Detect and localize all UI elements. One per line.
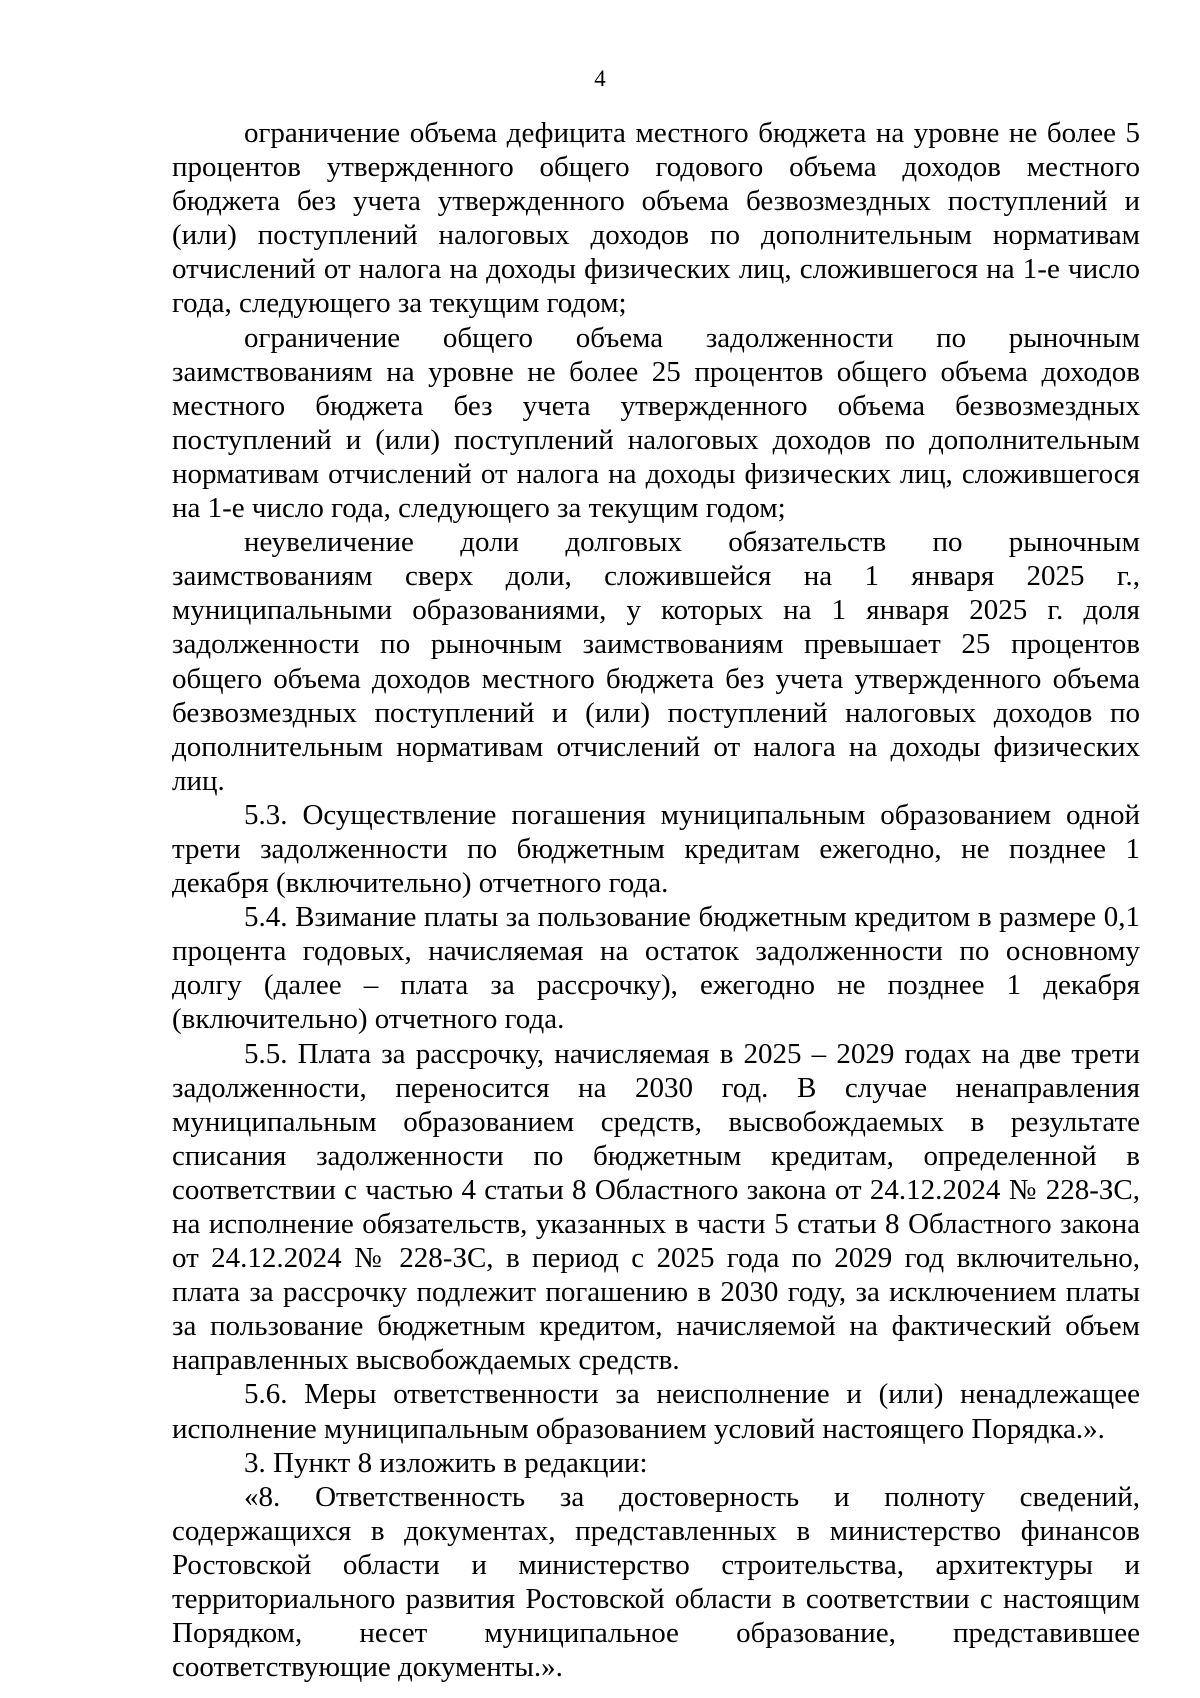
paragraph-market-debt-limit: ограничение общего объема задолженности по рыночным заимствованиям на уровне не более 25 процентов общего объема доходов местного бюджета без учета утвержденного объема безвозмездных поступлений и (или) поступлений налоговых доходов по дополнительным нормативам отчислений от налога на доходы физических лиц, сложившегося на 1-е число года, следующего за текущим годом; [172,321,1140,525]
paragraph-5-4: 5.4. Взимание платы за пользование бюджетным кредитом в размере 0,1 процента годовых, начисляемая на остаток задолженности по основному долгу (далее – плата за рассрочку), ежегодно не позднее 1 декабря (включительно) отчетного года. [172,901,1140,1036]
paragraph-debt-share: неувеличение доли долговых обязательств по рыночным заимствованиям сверх доли, сложившейся на 1 января 2025 г., муниципальными образованиями, у которых на 1 января 2025 г. доля задолженности по рыночным заимствованиям превышает 25 процентов общего объема доходов местного бюджета без учета утвержденного объема безвозмездных поступлений и (или) поступлений налоговых доходов по дополнительным нормативам отчислений от налога на доходы физических лиц. [172,526,1140,797]
paragraph-item-3: 3. Пункт 8 изложить в редакции: [244,1446,648,1479]
paragraph-item-8: «8. Ответственность за достоверность и полноту сведений, содержащихся в документах, представленных в министерство финансов Ростовской области и министерство строительства, архитектуры и территориального развития Ростовской области в соответствии с настоящим Порядком, несет муниципальное образование, представившее соответствующие документы.». [172,1480,1140,1684]
paragraph-5-3: 5.3. Осуществление погашения муниципальным образованием одной трети задолженности по бюджетным кредитам ежегодно, не позднее 1 декабря (включительно) отчетного года. [172,798,1140,900]
paragraph-5-6: 5.6. Меры ответственности за неисполнение и (или) ненадлежащее исполнение муниципальным образованием условий настоящего Порядка.». [172,1378,1140,1445]
paragraph-deficit-limit: ограничение объема дефицита местного бюджета на уровне не более 5 процентов утвержденного общего годового объема доходов местного бюджета без учета утвержденного объема безвозмездных поступлений и (или) поступлений налоговых доходов по дополнительным нормативам отчислений от налога на доходы физических лиц, сложившегося на 1-е число года, следующего за текущим годом; [172,117,1140,320]
document-body [172,116,1140,1684]
page-number: 4 [594,66,606,91]
paragraph-5-5: 5.5. Плата за рассрочку, начисляемая в 2025 – 2029 годах на две трети задолженности, переносится на 2030 год. В случае ненаправления муниципальным образованием средств, высвобождаемых в результате списания задолженности по бюджетным кредитам, определенной в соответствии с частью 4 статьи 8 Областного закона от 24.12.2024 № 228-ЗС, на исполнение обязательств, указанных в части 5 статьи 8 Областного закона от 24.12.2024 № 228-ЗС, в период с 2025 года по 2029 год включительно, плата за рассрочку подлежит погашению в 2030 году, за исключением платы за пользование бюджетным кредитом, начисляемой на фактический объем направленных высвобождаемых средств. [172,1037,1140,1377]
